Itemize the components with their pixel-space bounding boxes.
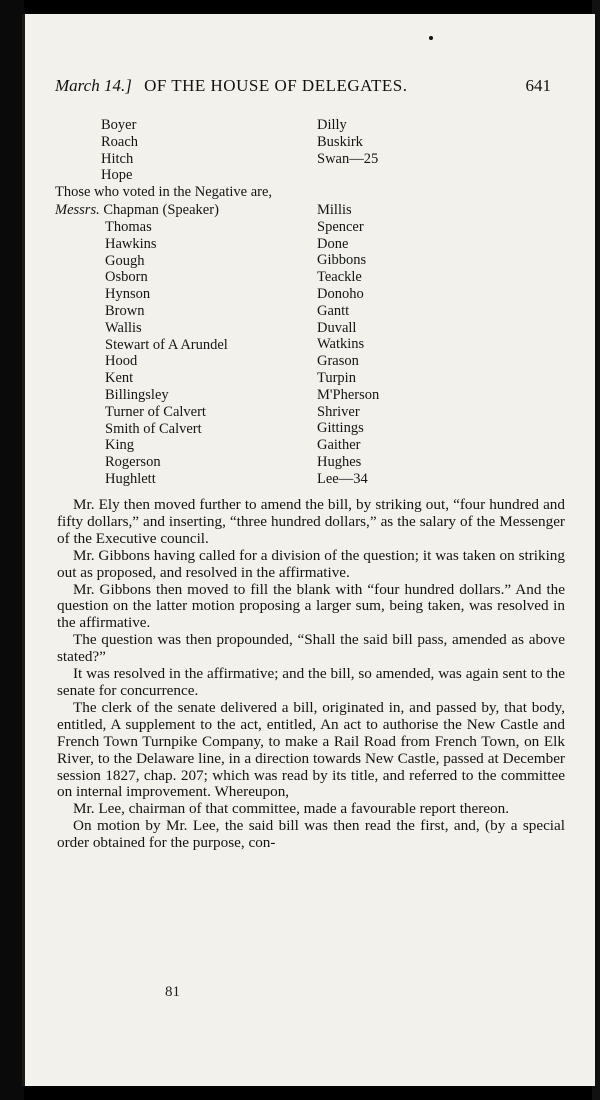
voter-name: Smith of Calvert — [105, 420, 202, 437]
speaker-name: Chapman (Speaker) — [103, 202, 219, 218]
voter-name: Done — [317, 235, 349, 252]
voter-name: Grason — [317, 353, 359, 370]
paragraph: The clerk of the senate delivered a bill, originated in, and passed by, that body, entitled, A supplement to the act, entitled, An act to authorise the New Castle and French Town Turnpike Company, to make a Rail Road from French Town, on Elk River, to the Delaware line, in a direction towards New Castle, passed at December session 1827, chap. 207; which was read by its title, and referred to the committee on internal improvement. Whereupon, — [57, 698, 565, 801]
voter-name: Buskirk — [317, 133, 363, 150]
paragraph: Mr. Gibbons having called for a division of the question; it was taken on striking out as proposed, and resolved in the affirmative. — [57, 546, 565, 581]
voter-name: Hope — [101, 167, 133, 184]
voter-name: Stewart of A Arundel — [105, 336, 228, 353]
negative-speaker-line — [55, 202, 219, 219]
affirmative-list-right — [317, 117, 378, 167]
voter-name: Gough — [105, 252, 145, 269]
voter-name: Hood — [105, 353, 138, 370]
header-date: March 14.] — [55, 76, 132, 95]
document-page — [22, 14, 595, 1086]
voter-name: Osborn — [105, 269, 148, 286]
page-number: 641 — [525, 76, 551, 95]
paragraph: The question was then propounded, “Shall the said bill pass, amended as above stated?” — [57, 631, 565, 666]
negative-intro: Those who voted in the Negative are, — [55, 184, 273, 200]
negative-list-left — [105, 219, 228, 488]
voter-name: Gittings — [317, 420, 364, 437]
voter-name: Spencer — [317, 218, 364, 235]
voter-name: Teackle — [317, 269, 362, 286]
paragraph: It was resolved in the affirmative; and the bill, so amended, was again sent to the senate for concurrence. — [57, 665, 565, 699]
voter-name: Rogerson — [105, 454, 161, 471]
voter-name: King — [105, 437, 134, 454]
voter-name: Swan—25 — [317, 150, 379, 167]
voter-name: Donoho — [317, 285, 364, 302]
voter-name: Millis — [317, 202, 352, 218]
signature-mark: 81 — [165, 984, 180, 1000]
voter-name: Wallis — [105, 319, 142, 336]
voter-name: Gantt — [317, 302, 350, 319]
running-header — [55, 76, 555, 96]
proceedings-text — [57, 497, 565, 852]
ink-speck — [429, 36, 433, 40]
voter-name: Hynson — [105, 286, 151, 303]
scan-border-left — [0, 0, 24, 1100]
voter-name: Hughlett — [105, 470, 156, 487]
paragraph: Mr. Gibbons then moved to fill the blank with “four hundred dollars.” And the question on the latter motion proposing a larger sum, being taken, was resolved in the affirmative. — [57, 580, 565, 632]
voter-name: Billingsley — [105, 386, 169, 403]
affirmative-list-left — [101, 117, 138, 184]
voter-name: M'Pherson — [317, 386, 380, 403]
voter-name: Hitch — [101, 150, 134, 167]
voter-name: Hawkins — [105, 235, 157, 252]
voter-name: Hughes — [317, 453, 362, 470]
voter-name: Kent — [105, 370, 134, 387]
voter-name: Dilly — [317, 117, 347, 133]
voter-name: Boyer — [101, 117, 137, 133]
voter-name: Thomas — [105, 219, 152, 235]
voter-name: Shriver — [317, 403, 360, 420]
voter-name: Watkins — [317, 336, 365, 353]
voter-name: Turpin — [317, 369, 356, 386]
voter-name: Gaither — [317, 437, 361, 454]
voter-name: Lee—34 — [317, 470, 368, 487]
paragraph: Mr. Lee, chairman of that committee, made a favourable report thereon. — [73, 800, 510, 818]
header-title: OF THE HOUSE OF DELEGATES. — [144, 76, 408, 95]
voter-name: Duvall — [317, 319, 357, 336]
voter-name: Brown — [105, 302, 145, 319]
voter-name: Gibbons — [317, 252, 367, 269]
paragraph: On motion by Mr. Lee, the said bill was then read the first, and, (by a special order obtained for the purpose, con- — [57, 817, 565, 852]
voter-name: Turner of Calvert — [105, 403, 206, 420]
negative-list-right — [317, 202, 379, 488]
voter-name: Roach — [101, 133, 139, 150]
paragraph: Mr. Ely then moved further to amend the bill, by striking out, “four hundred and fifty dollars,” and inserting, “three hundred dollars,” as the salary of the Messenger of the Executive council. — [57, 496, 565, 547]
messrs-label: Messrs. — [55, 202, 100, 218]
